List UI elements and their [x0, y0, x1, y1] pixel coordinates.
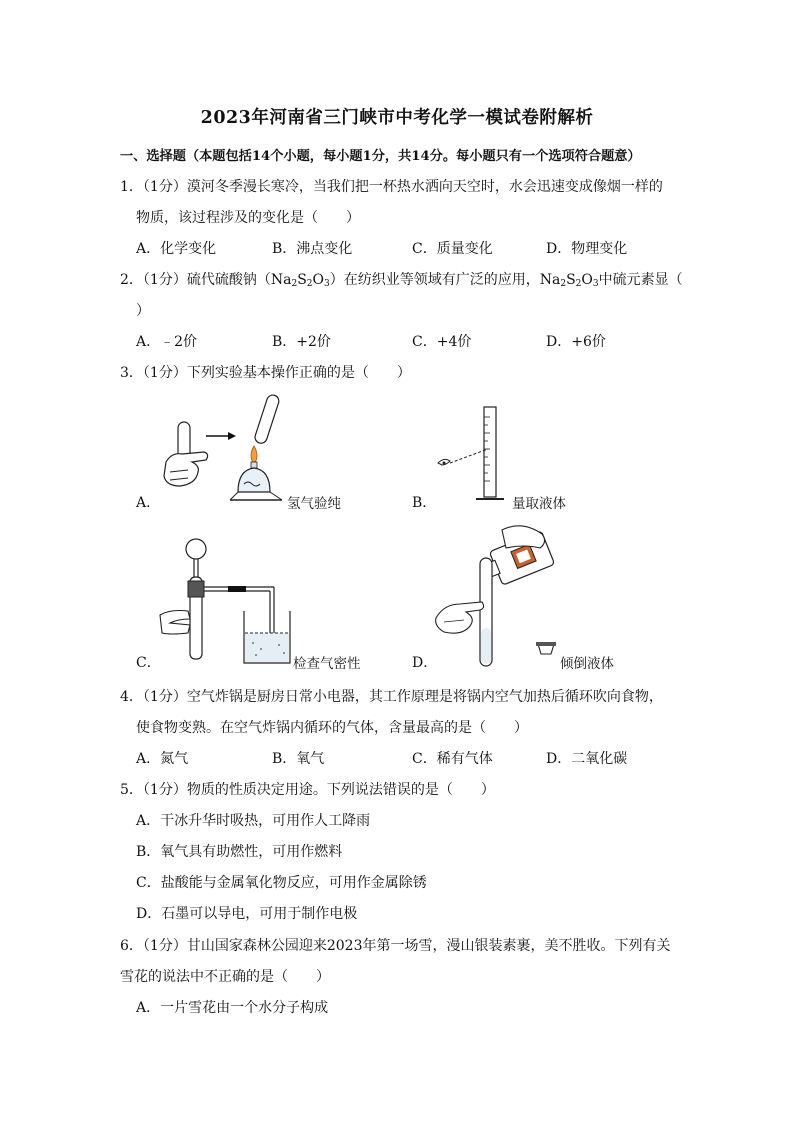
question-text: O	[312, 272, 324, 288]
subscript: 3	[324, 279, 330, 289]
question-score: （1分）	[142, 272, 187, 288]
question-text: 空气炸锅是厨房日常小电器，其工作原理是将锅内空气加热后循环吹向食物，	[186, 689, 663, 705]
question-1-line-2: 物质，该过程涉及的变化是（ ）	[136, 210, 360, 226]
question-2-line-2: ）	[136, 303, 150, 319]
question-6-option-a: A．一片雪花由一个水分子构成	[136, 1000, 329, 1016]
graduated-cylinder-illustration	[432, 405, 516, 505]
question-1-option-a: A．化学变化	[136, 241, 217, 257]
question-5-option-c: C．盐酸能与金属氧化物反应，可用作金属除锈	[136, 875, 427, 891]
section-header: 一、选择题（本题包括14个小题，每小题1分，共14分。每小题只有一个选项符合题意）	[120, 149, 641, 164]
question-2-line-1	[120, 269, 683, 289]
question-text: 下列实验基本操作正确的是（ ）	[186, 365, 411, 381]
question-5-line-1	[120, 779, 495, 799]
question-number: 6．	[120, 938, 143, 954]
question-4-line-1	[120, 686, 663, 706]
figure-d-letter: D．	[412, 655, 438, 671]
question-text: S	[566, 272, 576, 288]
question-number: 3．	[120, 365, 143, 381]
question-3-line-1	[120, 362, 411, 382]
question-1-option-c: C．质量变化	[412, 241, 493, 257]
question-2-option-c: C．+4价	[412, 334, 472, 350]
airtightness-check-illustration	[158, 537, 294, 667]
question-text: ）在纺织业等领域有广泛的应用，Na	[329, 272, 561, 288]
question-4-option-a: A．氮气	[136, 751, 189, 767]
subscript: 2	[306, 279, 313, 289]
figure-c-letter: C．	[136, 655, 161, 671]
subscript: 2	[291, 279, 298, 289]
question-score: （1分）	[142, 938, 187, 954]
question-score: （1分）	[142, 179, 187, 195]
question-1-option-b: B．沸点变化	[272, 241, 353, 257]
question-text: 物质的性质决定用途。下列说法错误的是（ ）	[186, 782, 495, 798]
question-6-line-1	[120, 935, 670, 955]
question-1-option-d: D．物理变化	[546, 241, 628, 257]
question-text: 中硫元素显（	[598, 272, 683, 288]
question-score: （1分）	[142, 365, 187, 381]
question-number: 5．	[120, 782, 143, 798]
figure-b-letter: B．	[412, 495, 437, 511]
question-text: S	[297, 272, 307, 288]
question-4-option-d: D．二氧化碳	[546, 751, 628, 767]
subscript: 2	[560, 279, 567, 289]
question-4-line-2: 使食物变熟。在空气炸锅内循环的气体，含量最高的是（ ）	[136, 720, 528, 736]
page-title: 2023年河南省三门峡市中考化学一模试卷附解析	[200, 108, 594, 128]
question-text: 漠河冬季漫长寒冷，当我们把一杯热水洒向天空时，水会迅速变成像烟一样的	[186, 179, 663, 195]
subscript: 2	[575, 279, 582, 289]
question-5-option-d: D．石墨可以导电，可用于制作电极	[136, 906, 358, 922]
question-2-option-b: B．+2价	[272, 334, 331, 350]
question-number: 1．	[120, 179, 143, 195]
hydrogen-purity-test-illustration	[158, 392, 288, 510]
pouring-liquid-illustration	[432, 518, 562, 668]
figure-d-caption: 倾倒液体	[560, 656, 614, 672]
question-text: 甘山国家森林公园迎来2023年第一场雪，漫山银装素裹，美不胜收。下列有关	[186, 938, 671, 954]
question-5-option-a: A．干冰升华时吸热，可用作人工降雨	[136, 813, 371, 829]
question-4-option-b: B．氧气	[272, 751, 325, 767]
question-6-line-2: 雪花的说法中不正确的是（ ）	[120, 969, 330, 985]
question-score: （1分）	[142, 782, 187, 798]
question-score: （1分）	[142, 689, 187, 705]
figure-b-caption: 量取液体	[512, 496, 566, 512]
question-4-option-c: C．稀有气体	[412, 751, 493, 767]
figure-c-caption: 检查气密性	[293, 656, 361, 672]
question-2-option-d: D．+6价	[546, 334, 606, 350]
question-5-option-b: B．氧气具有助燃性，可用作燃料	[136, 844, 343, 860]
question-number: 4．	[120, 689, 143, 705]
question-text: 硫代硫酸钠（Na	[186, 272, 292, 288]
question-text: O	[581, 272, 593, 288]
question-number: 2．	[120, 272, 143, 288]
subscript: 3	[592, 279, 599, 289]
question-2-option-a: A．﹣2价	[136, 334, 198, 350]
figure-a-caption: 氢气验纯	[287, 496, 341, 512]
figure-a-letter: A．	[136, 495, 161, 511]
question-1-line-1	[120, 176, 663, 196]
